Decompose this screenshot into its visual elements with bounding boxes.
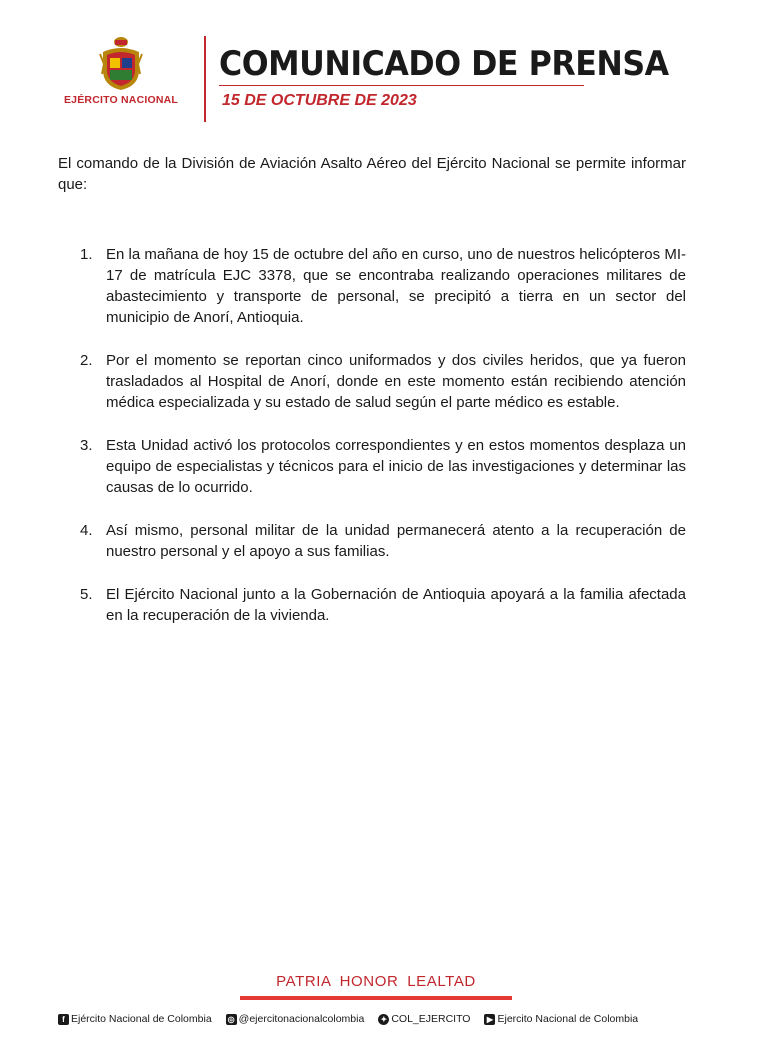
item-text: Esta Unidad activó los protocolos correspondientes y en estos momentos desplaza un equipo de especialistas y técnicos para el inicio de las investigaciones y determinar las causas de lo ocurrido. <box>106 437 686 496</box>
social-label: @ejercitonacionalcolombia <box>238 1013 365 1025</box>
motto-underline <box>240 996 512 1000</box>
twitter-icon: ✦ <box>378 1014 389 1025</box>
item-number: 3. <box>80 437 93 454</box>
social-links <box>58 1013 698 1025</box>
release-date: 15 DE OCTUBRE DE 2023 <box>222 92 417 109</box>
intro-paragraph: El comando de la División de Aviación Asalto Aéreo del Ejército Nacional se permite informar que: <box>58 155 686 193</box>
army-logo <box>58 34 184 106</box>
item-text: Así mismo, personal militar de la unidad permanecerá atento a la recuperación de nuestro personal y el apoyo a sus familias. <box>106 522 686 560</box>
item-number: 1. <box>80 246 93 263</box>
item-text: El Ejército Nacional junto a la Gobernación de Antioquia apoyará a la familia afectada en la recuperación de la vivienda. <box>106 586 686 624</box>
item-text: En la mañana de hoy 15 de octubre del año en curso, uno de nuestros helicópteros MI-17 de matrícula EJC 3378, que se encontraba realizando operaciones militares de abastecimiento y transporte de personal, se precipitó a tierra en un sector del municipio de Anorí, Antioquia. <box>106 246 686 326</box>
logo-text: EJÉRCITO NACIONAL <box>63 94 179 106</box>
social-facebook[interactable] <box>58 1013 212 1025</box>
social-instagram[interactable] <box>226 1013 365 1025</box>
social-youtube[interactable] <box>484 1013 638 1025</box>
social-twitter[interactable] <box>378 1013 470 1025</box>
list-item <box>58 435 686 498</box>
item-text: Por el momento se reportan cinco uniformados y dos civiles heridos, que ya fueron trasladados al Hospital de Anorí, donde en este momento están recibiendo atención médica especializada y su estado de salud según el parte médico es estable. <box>106 352 686 411</box>
social-label: COL_EJERCITO <box>391 1013 471 1025</box>
facebook-icon: f <box>58 1014 69 1025</box>
army-crest-icon <box>98 34 144 92</box>
list-item <box>58 584 686 626</box>
list-item <box>58 244 686 328</box>
item-number: 2. <box>80 352 93 369</box>
social-label: Ejercito Nacional de Colombia <box>497 1013 639 1025</box>
item-number: 4. <box>80 522 93 539</box>
page-title: COMUNICADO DE PRENSA <box>219 44 669 84</box>
list-item <box>58 350 686 413</box>
statement-list <box>58 244 686 626</box>
header-divider <box>204 36 206 122</box>
motto: PATRIA HONOR LEALTAD <box>276 973 476 990</box>
list-item <box>58 520 686 562</box>
letterhead <box>0 0 764 130</box>
title-underline <box>219 85 584 86</box>
youtube-icon: ▶ <box>484 1014 495 1025</box>
instagram-icon: ◎ <box>226 1014 237 1025</box>
item-number: 5. <box>80 586 93 603</box>
social-label: Ejército Nacional de Colombia <box>71 1013 212 1025</box>
